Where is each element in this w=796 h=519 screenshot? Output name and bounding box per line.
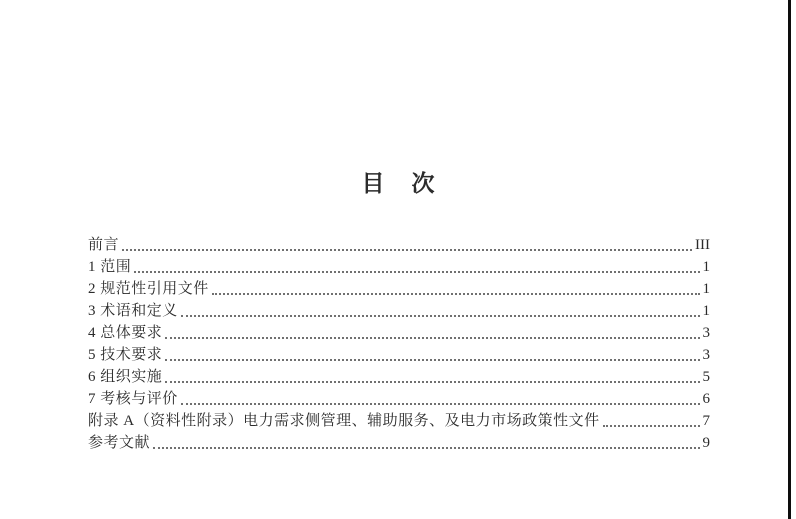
toc-row — [88, 233, 710, 255]
toc-entry-label: 6 组织实施 — [88, 369, 163, 385]
toc-row — [88, 387, 710, 409]
toc-page-number: 1 — [702, 259, 710, 275]
right-edge-line — [788, 0, 791, 519]
toc-entry-label: 5 技术要求 — [88, 347, 163, 363]
toc-dot-leader — [165, 337, 699, 339]
toc-entry-label: 4 总体要求 — [88, 325, 163, 341]
toc-dot-leader — [181, 403, 700, 405]
toc-entry-label: 7 考核与评价 — [88, 391, 178, 407]
toc-page-number: III — [695, 237, 710, 253]
toc-page-number: 7 — [702, 413, 710, 429]
toc-dot-leader — [212, 293, 700, 295]
toc-dot-leader — [603, 425, 700, 427]
toc-dot-leader — [181, 315, 700, 317]
toc-entry-label: 参考文献 — [88, 435, 151, 451]
toc-entry-label: 3 术语和定义 — [88, 303, 178, 319]
toc-dot-leader — [122, 249, 692, 251]
toc-dot-leader — [165, 381, 699, 383]
toc-row — [88, 299, 710, 321]
toc-row — [88, 255, 710, 277]
toc-row — [88, 343, 710, 365]
toc-row — [88, 431, 710, 453]
toc-page-number: 5 — [702, 369, 710, 385]
toc-entry-label: 1 范围 — [88, 259, 132, 275]
page-title: 目 次 — [361, 170, 437, 196]
toc-page-number: 3 — [702, 325, 710, 341]
toc-row — [88, 409, 710, 431]
toc-entry-label: 附录 A（资料性附录）电力需求侧管理、辅助服务、及电力市场政策性文件 — [88, 413, 600, 429]
toc-entry-label: 前言 — [88, 237, 120, 253]
toc-page-number: 1 — [702, 303, 710, 319]
toc-page-number: 1 — [702, 281, 710, 297]
toc-list — [88, 233, 710, 453]
toc-dot-leader — [134, 271, 699, 273]
toc-entry-label: 2 规范性引用文件 — [88, 281, 209, 297]
toc-dot-leader — [153, 447, 699, 449]
toc-row — [88, 365, 710, 387]
toc-row — [88, 321, 710, 343]
toc-dot-leader — [165, 359, 699, 361]
toc-page-number: 6 — [702, 391, 710, 407]
toc-row — [88, 277, 710, 299]
toc-page-number: 3 — [702, 347, 710, 363]
toc-page-number: 9 — [702, 435, 710, 451]
